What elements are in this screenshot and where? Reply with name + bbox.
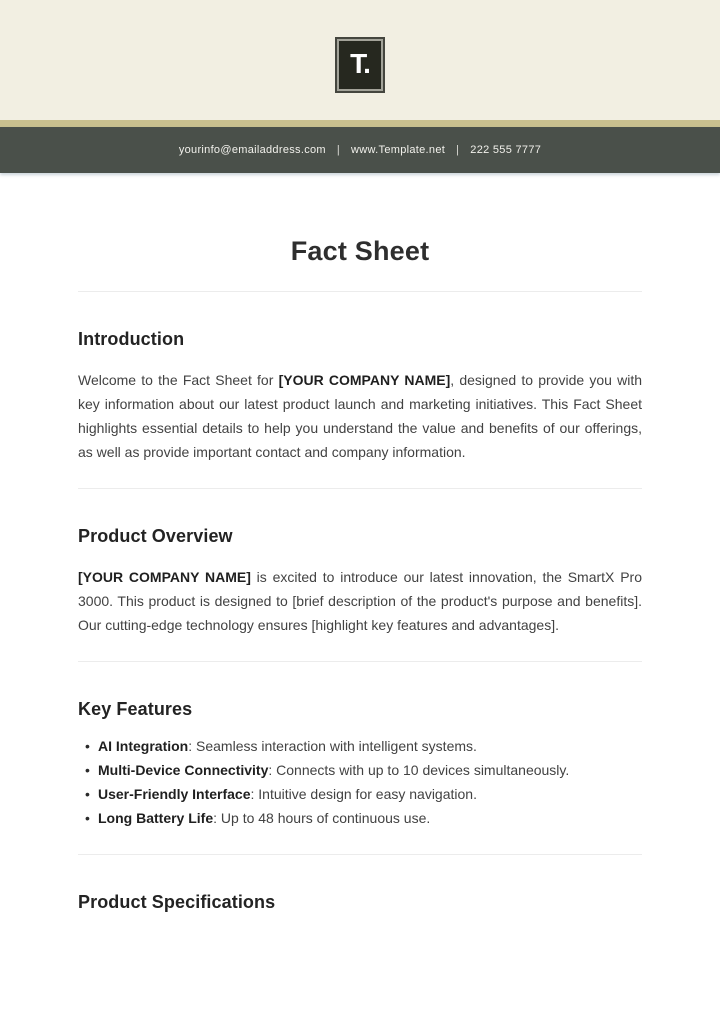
introduction-text-after: , designed to provide you with key information about our latest product launch and marketing initiatives. This Fact Sheet highlights essential details to help you understand the value and benefits of our offerings, as well as provide important contact and company information. [78, 372, 642, 460]
contact-phone: 222 555 7777 [470, 144, 542, 156]
company-name-placeholder: [YOUR COMPANY NAME] [78, 569, 251, 585]
section-introduction [78, 328, 642, 464]
product-specifications-heading: Product Specifications [78, 892, 276, 912]
logo-letter: T. [350, 47, 370, 79]
contact-bar [0, 127, 720, 173]
feature-item [85, 758, 642, 782]
feature-term: User-Friendly Interface [98, 786, 251, 802]
feature-description: : Seamless interaction with intelligent systems. [188, 738, 477, 754]
feature-item [85, 734, 642, 758]
section-product-specifications [78, 891, 642, 913]
template-logo-icon [335, 37, 385, 93]
key-features-heading: Key Features [78, 699, 193, 719]
page-title: Fact Sheet [290, 236, 430, 266]
accent-line [0, 120, 720, 127]
key-features-list [78, 734, 642, 830]
feature-term: Multi-Device Connectivity [98, 762, 269, 778]
introduction-heading: Introduction [78, 329, 185, 349]
section-key-features [78, 698, 642, 830]
company-name-placeholder: [YOUR COMPANY NAME] [278, 372, 451, 388]
section-divider [78, 661, 642, 662]
feature-item [85, 806, 642, 830]
contact-separator: | [336, 144, 341, 156]
contact-website: www.Template.net [351, 144, 446, 156]
introduction-paragraph [78, 368, 642, 464]
feature-item [85, 782, 642, 806]
section-divider [78, 854, 642, 855]
contact-email: yourinfo@emailaddress.com [178, 144, 326, 156]
introduction-text-before: Welcome to the Fact Sheet for [78, 372, 279, 388]
section-product-overview [78, 525, 642, 637]
contact-separator: | [456, 144, 460, 156]
feature-description: : Intuitive design for easy navigation. [250, 786, 477, 802]
product-overview-paragraph [78, 565, 642, 637]
feature-description: : Up to 48 hours of continuous use. [213, 810, 431, 826]
header [0, 0, 720, 120]
product-overview-text: is excited to introduce our latest innovation, the SmartX Pro 3000. This product is designed to [brief description of the product's purpose and benefits]. Our cutting-edge technology ensures [highlight key features and advantages]. [78, 569, 642, 633]
feature-description: : Connects with up to 10 devices simultaneously. [268, 762, 570, 778]
feature-term: Long Battery Life [98, 810, 214, 826]
section-divider [78, 488, 642, 489]
product-overview-heading: Product Overview [78, 526, 233, 546]
document-body [0, 173, 720, 913]
section-divider [78, 291, 642, 292]
feature-term: AI Integration [98, 738, 189, 754]
